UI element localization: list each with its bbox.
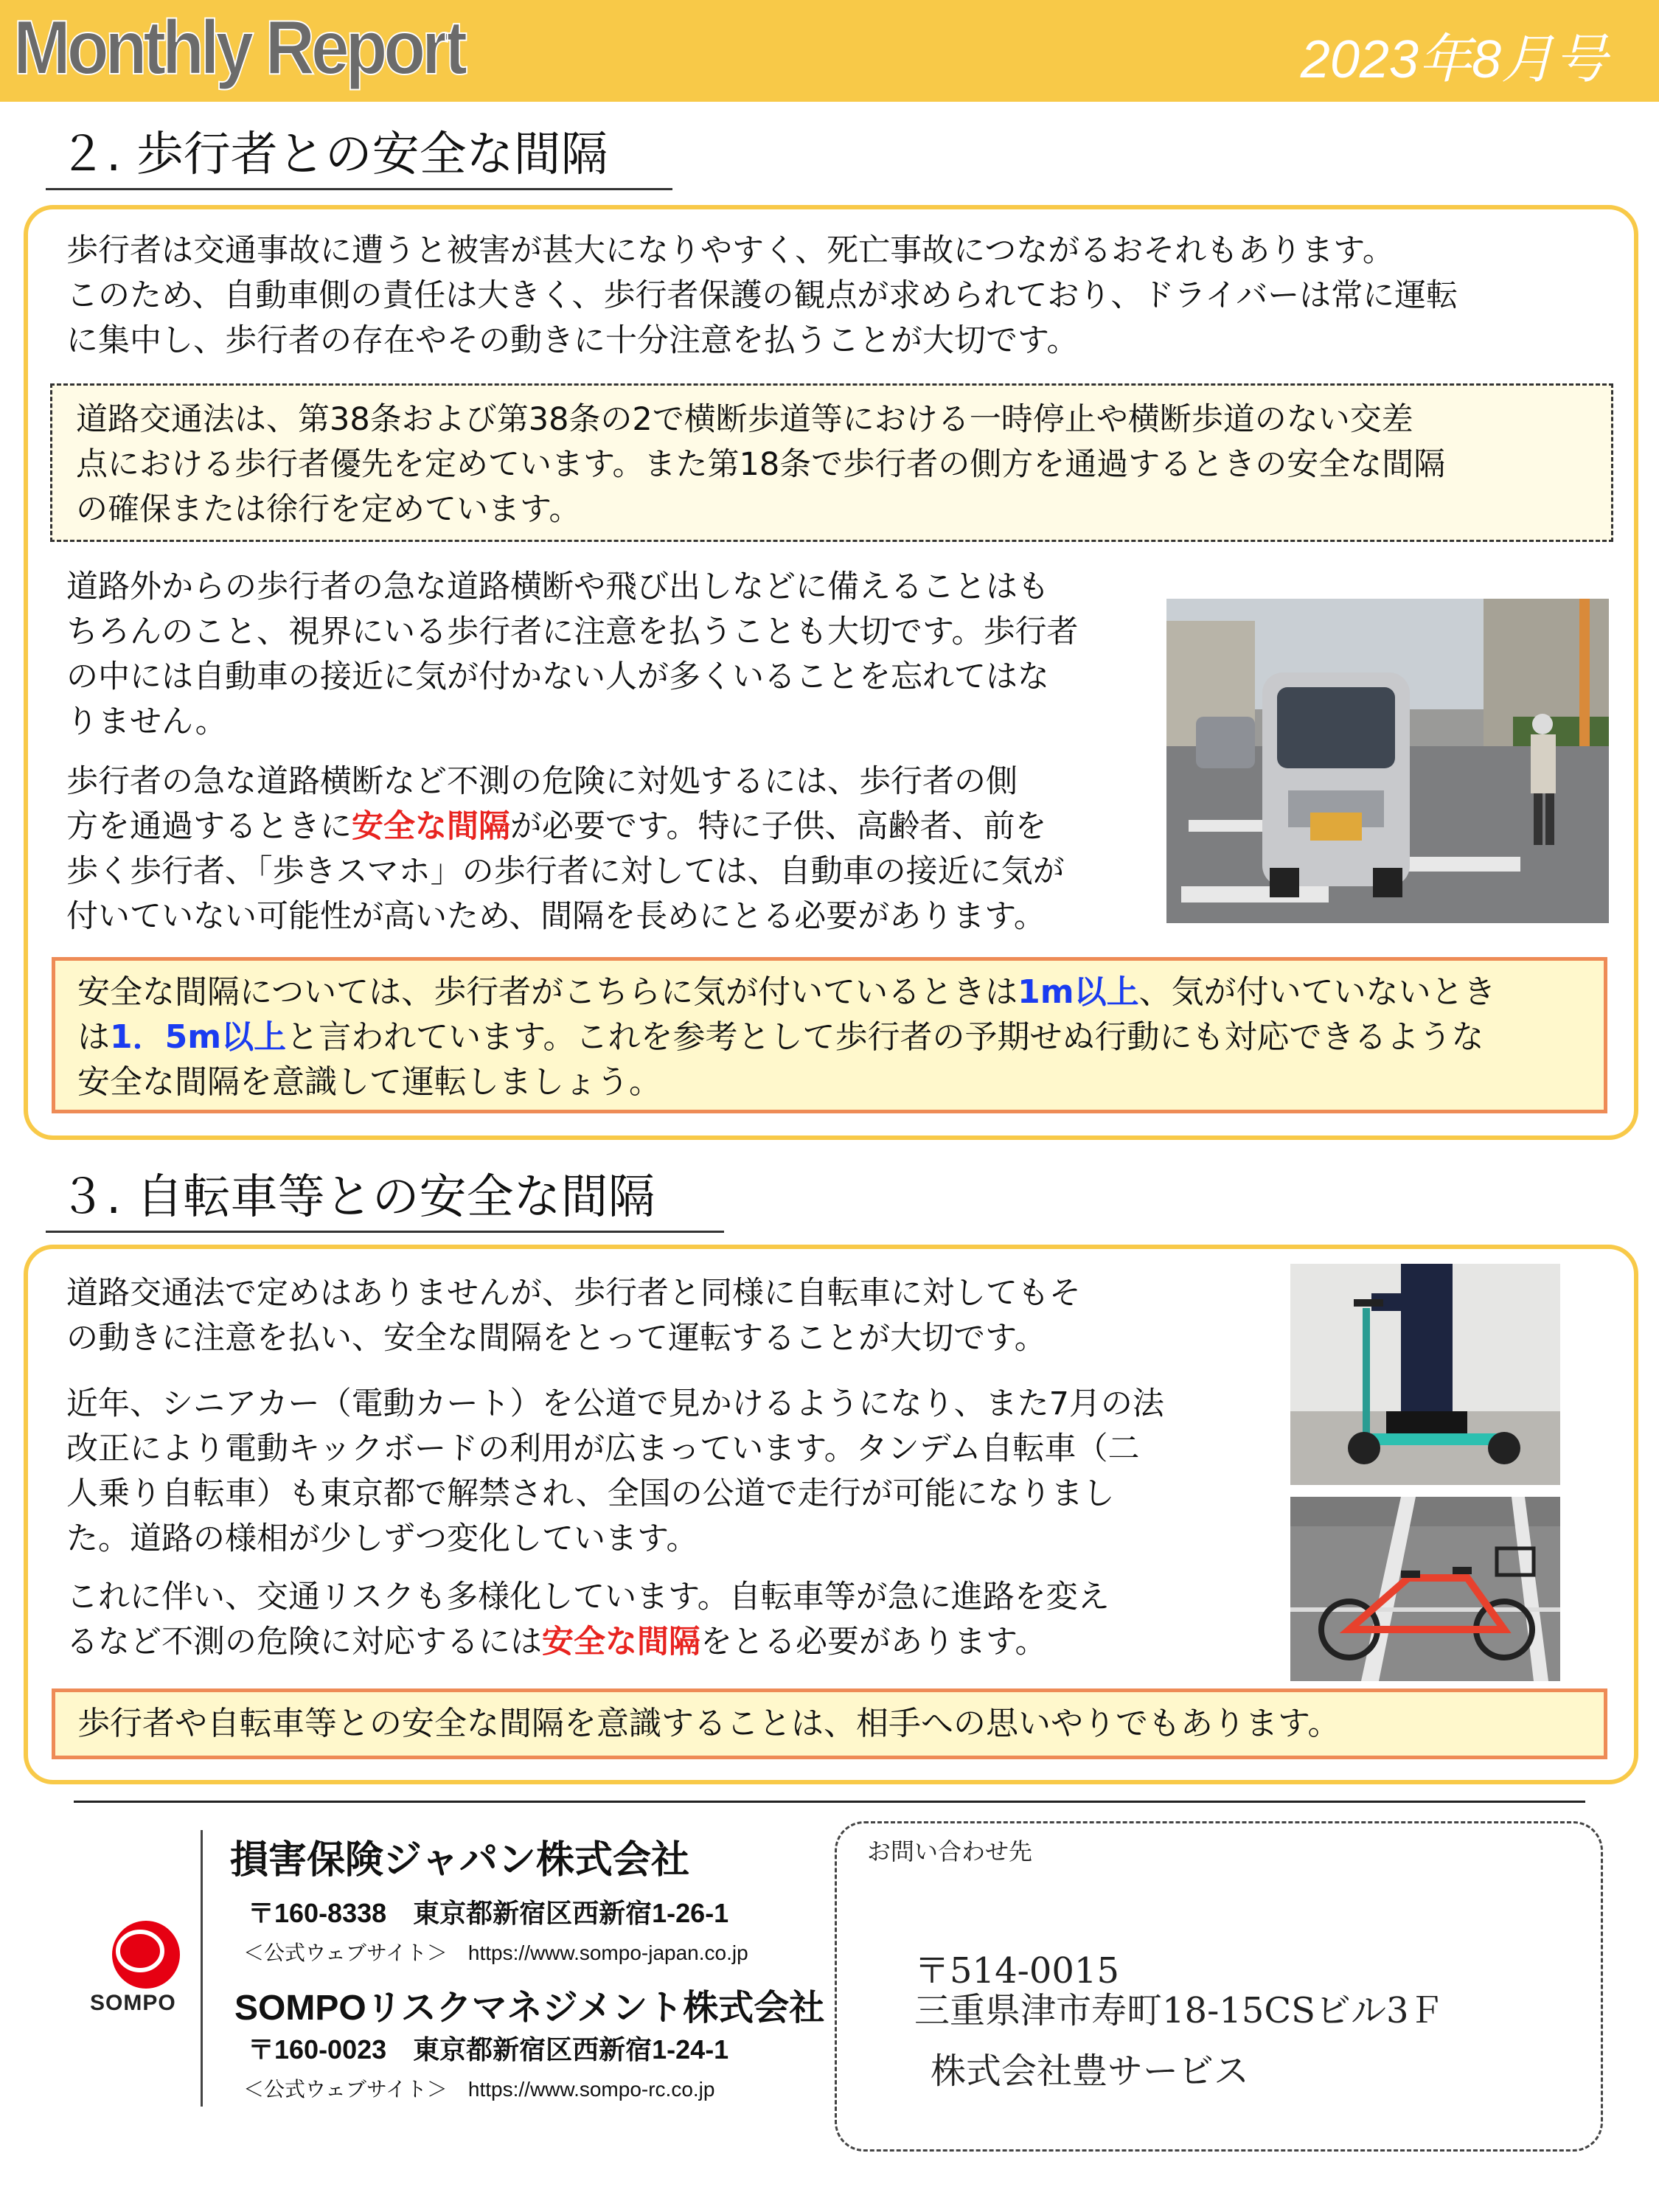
footer-divider [74,1801,1585,1803]
paragraph-line: 道路交通法で定めはありませんが、歩行者と同様に自転車に対してもそ [66,1275,1081,1312]
sompo-logo-text: SOMPO [90,1991,176,2015]
intro-line: このため、自動車側の責任は大きく、歩行者保護の観点が求められており、ドライバーは常に運転 [66,277,1458,314]
text-span: 、気が付いていないとき [1138,973,1496,1011]
section3-callout: 歩行者や自転車等との安全な間隔を意識することは、相手への思いやりでもあります。 [52,1688,1607,1759]
paragraph-line: りません。 [66,703,227,740]
section3-paragraph-c [66,1575,1172,1665]
section3-title: ３. 自転車等との安全な間隔 [46,1159,724,1233]
company1-name: 損害保険ジャパン株式会社 [230,1839,689,1882]
callout-line: 安全な間隔を意識して運転しましょう。 [77,1063,661,1101]
paragraph-line: 道路外からの歩行者の急な道路横断や飛び出しなどに備えることはも [66,568,1049,605]
paragraph-line: の動きに注意を払い、安全な間隔をとって運転することが大切です。 [66,1320,1046,1357]
company2-website[interactable]: ＜公式ウェブサイト＞ https://www.sompo-rc.co.jp [243,2078,715,2101]
paragraph-line: 改正により電動キックボードの利用が広まっています。タンデム自転車（二 [66,1430,1140,1467]
issue-date: 2023年8月号 [1300,30,1607,89]
kick-scooter-photo [1290,1264,1560,1485]
section3-paragraph-b [66,1382,1172,1562]
paragraph-line: 付いていない可能性が高いため、間隔を長めにとる必要があります。 [66,898,1046,935]
contact-postal: 〒514-0015 [914,1950,1119,1992]
paragraph-line: これに伴い、交通リスクも多様化しています。自転車等が急に進路を変え [66,1579,1110,1615]
section2-callout [52,957,1607,1113]
contact-address: 三重県津市寿町18-15CSビル3Ｆ [914,1990,1444,2031]
emphasis-safe-distance: 安全な間隔 [542,1624,700,1660]
text-span: と言われています。これを参考として歩行者の予期せぬ行動にも対応できるような [286,1018,1484,1056]
text-span: 安全な間隔については、歩行者がこちらに気が付いているときは [77,973,1018,1011]
company2-address: 〒160-0023 東京都新宿区西新宿1-24-1 [248,2034,729,2065]
paragraph-line: 近年、シニアカー（電動カート）を公道で見かけるようになり、また7月の法 [66,1385,1164,1422]
emphasis-safe-distance: 安全な間隔 [352,808,510,845]
paragraph-line [66,804,1172,849]
contact-company: 株式会社豊サービス [931,2051,1250,2092]
paragraph-line: 人乗り自転車）も東京都で解禁され、全国の公道で走行が可能になりまし [66,1475,1115,1512]
paragraph-line: た。道路の様相が少しずつ変化しています。 [66,1520,698,1557]
report-header [0,0,1659,102]
company1-address: 〒160-8338 東京都新宿区西新宿1-26-1 [248,1898,729,1928]
text-span: るなど不測の危険に対応するには [66,1624,542,1660]
callout-line [77,1015,1582,1060]
paragraph-line: の中には自動車の接近に気が付かない人が多くいることを忘れてはな [66,658,1049,695]
paragraph-line: ちろんのこと、視界にいる歩行者に注意を払うことも大切です。歩行者 [66,613,1079,650]
intro-line: 歩行者は交通事故に遭うと被害が甚大になりやすく、死亡事故につながるおそれもあります。 [66,232,1394,269]
text-span: が必要です。特に子供、高齢者、前を [510,808,1047,845]
law-note-box [50,383,1613,542]
section2-intro [66,229,1578,364]
text-span: は [77,1018,110,1056]
section2-title: ２. 歩行者との安全な間隔 [46,116,672,190]
paragraph-line [66,1620,1172,1665]
van-pedestrian-photo [1166,599,1609,923]
paragraph-line: 歩行者の急な道路横断など不測の危険に対処するには、歩行者の側 [66,763,1018,800]
paragraph-line: 歩く歩行者、「歩きスマホ」の歩行者に対しては、自動車の接近に気が [66,853,1065,890]
contact-label: お問い合わせ先 [867,1837,1033,1865]
emphasis-1-5m: 1．5m以上 [110,1018,287,1056]
text-span: 方を通過するときに [66,808,352,845]
callout-line [77,970,1582,1015]
section3-paragraph-a [66,1271,1172,1361]
company1-website[interactable]: ＜公式ウェブサイト＞ https://www.sompo-japan.co.jp [243,1941,748,1964]
tandem-bicycle-photo [1290,1497,1560,1681]
law-note-line: の確保または徐行を定めています。 [76,491,581,528]
law-note-line: 道路交通法は、第38条および第38条の2で横断歩道等における一時停止や横断歩道のない交差 [76,401,1413,438]
emphasis-1m: 1m以上 [1018,973,1139,1011]
report-brand-title: Monthly Report [13,5,464,91]
law-note-line: 点における歩行者優先を定めています。また第18条で歩行者の側方を通過するときの安全な間隔 [76,446,1446,483]
text-span: をとる必要があります。 [700,1624,1047,1660]
footer-vertical-rule [201,1830,203,2107]
section2-paragraph-a [66,565,1172,745]
section2-paragraph-b [66,759,1172,939]
company2-name: SOMPOリスクマネジメント株式会社 [234,1989,825,2028]
intro-line: に集中し、歩行者の存在やその動きに十分注意を払うことが大切です。 [66,322,1079,359]
